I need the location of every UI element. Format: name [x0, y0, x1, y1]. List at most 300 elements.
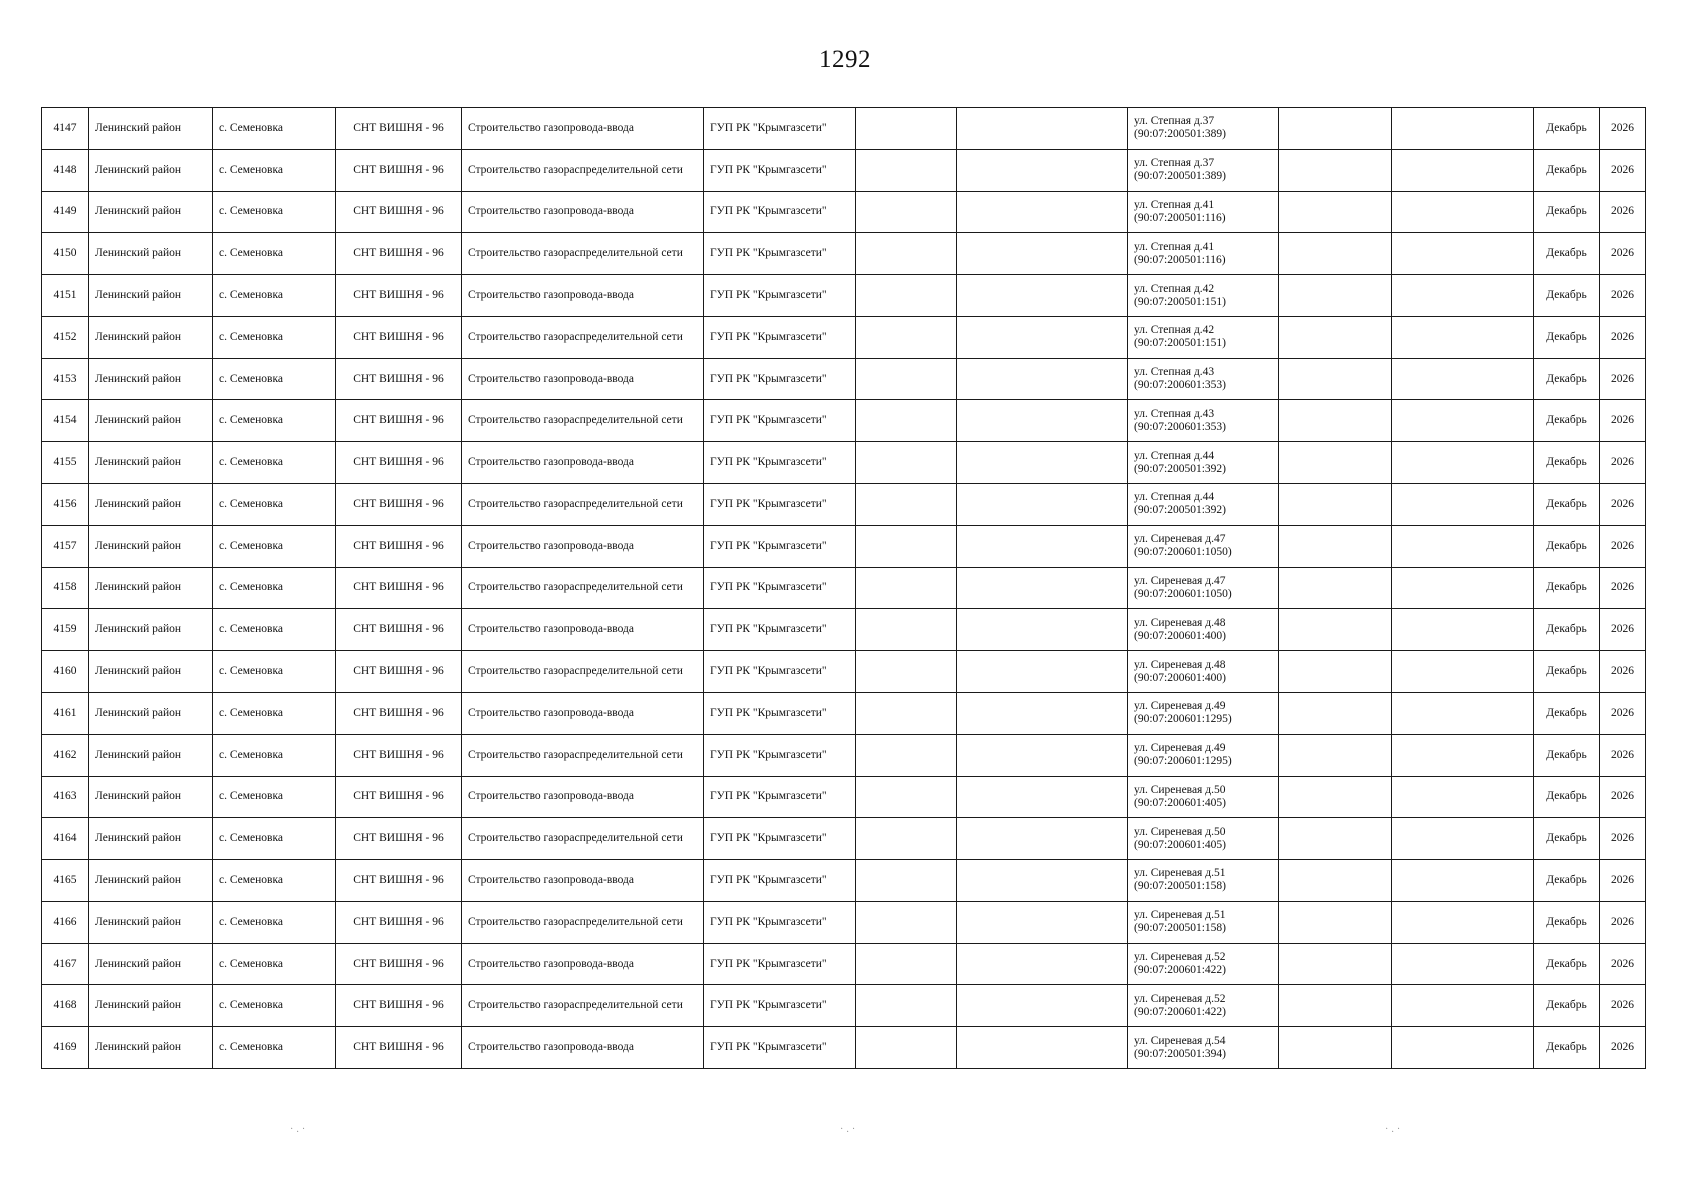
month-cell: Декабрь	[1534, 149, 1600, 191]
snt-cell: СНТ ВИШНЯ - 96	[336, 442, 462, 484]
empty-cell	[957, 776, 1128, 818]
empty-cell	[957, 901, 1128, 943]
row-number: 4160	[42, 651, 89, 693]
empty-cell	[856, 1027, 957, 1069]
empty-cell	[1392, 985, 1534, 1027]
empty-cell	[1392, 567, 1534, 609]
district-cell: Ленинский район	[89, 400, 213, 442]
district-cell: Ленинский район	[89, 734, 213, 776]
empty-cell	[1279, 316, 1392, 358]
empty-cell	[856, 943, 957, 985]
address-cell	[1128, 692, 1279, 734]
address-cell	[1128, 734, 1279, 776]
work-type-cell: Строительство газораспределительной сети	[462, 316, 704, 358]
year-cell: 2026	[1600, 609, 1646, 651]
address-line: ул. Степная д.37	[1134, 157, 1215, 170]
address-cell	[1128, 358, 1279, 400]
empty-cell	[957, 692, 1128, 734]
table-row	[42, 901, 1646, 943]
address-line: ул. Сиреневая д.51	[1134, 909, 1226, 922]
year-cell: 2026	[1600, 316, 1646, 358]
district-cell: Ленинский район	[89, 442, 213, 484]
address-cell	[1128, 484, 1279, 526]
village-cell: с. Семеновка	[213, 316, 336, 358]
row-number: 4168	[42, 985, 89, 1027]
snt-cell: СНТ ВИШНЯ - 96	[336, 525, 462, 567]
year-cell: 2026	[1600, 525, 1646, 567]
village-cell: с. Семеновка	[213, 191, 336, 233]
empty-cell	[1392, 1027, 1534, 1069]
page-number: 1292	[819, 46, 871, 73]
empty-cell	[1279, 609, 1392, 651]
district-cell: Ленинский район	[89, 525, 213, 567]
village-cell: с. Семеновка	[213, 275, 336, 317]
organization-cell: ГУП РК "Крымгазсети"	[704, 985, 856, 1027]
district-cell: Ленинский район	[89, 692, 213, 734]
village-cell: с. Семеновка	[213, 567, 336, 609]
address-cell	[1128, 776, 1279, 818]
organization-cell: ГУП РК "Крымгазсети"	[704, 818, 856, 860]
snt-cell: СНТ ВИШНЯ - 96	[336, 191, 462, 233]
work-type-cell: Строительство газопровода-ввода	[462, 442, 704, 484]
month-cell: Декабрь	[1534, 860, 1600, 902]
work-type-cell: Строительство газопровода-ввода	[462, 860, 704, 902]
snt-cell: СНТ ВИШНЯ - 96	[336, 901, 462, 943]
snt-cell: СНТ ВИШНЯ - 96	[336, 108, 462, 150]
table-row	[42, 692, 1646, 734]
empty-cell	[856, 609, 957, 651]
address-cell	[1128, 525, 1279, 567]
address-line: ул. Сиреневая д.52	[1134, 992, 1226, 1005]
row-number: 4156	[42, 484, 89, 526]
address-cell	[1128, 1027, 1279, 1069]
year-cell: 2026	[1600, 901, 1646, 943]
empty-cell	[957, 1027, 1128, 1069]
district-cell: Ленинский район	[89, 233, 213, 275]
row-number: 4166	[42, 901, 89, 943]
empty-cell	[957, 818, 1128, 860]
empty-cell	[1392, 692, 1534, 734]
village-cell: с. Семеновка	[213, 609, 336, 651]
month-cell: Декабрь	[1534, 609, 1600, 651]
year-cell: 2026	[1600, 860, 1646, 902]
work-type-cell: Строительство газораспределительной сети	[462, 901, 704, 943]
empty-cell	[1279, 651, 1392, 693]
table-row	[42, 191, 1646, 233]
cadastral-number: (90:07:200601:1050)	[1134, 587, 1232, 600]
address-cell	[1128, 901, 1279, 943]
cadastral-number: (90:07:200601:1295)	[1134, 713, 1232, 726]
cadastral-number: (90:07:200601:1050)	[1134, 546, 1232, 559]
village-cell: с. Семеновка	[213, 233, 336, 275]
work-type-cell: Строительство газопровода-ввода	[462, 358, 704, 400]
row-number: 4149	[42, 191, 89, 233]
organization-cell: ГУП РК "Крымгазсети"	[704, 1027, 856, 1069]
empty-cell	[1392, 191, 1534, 233]
snt-cell: СНТ ВИШНЯ - 96	[336, 776, 462, 818]
cadastral-number: (90:07:200501:151)	[1134, 295, 1226, 308]
work-type-cell: Строительство газораспределительной сети	[462, 149, 704, 191]
organization-cell: ГУП РК "Крымгазсети"	[704, 776, 856, 818]
empty-cell	[1279, 692, 1392, 734]
address-cell	[1128, 818, 1279, 860]
empty-cell	[856, 108, 957, 150]
empty-cell	[856, 525, 957, 567]
district-cell: Ленинский район	[89, 901, 213, 943]
address-line: ул. Сиреневая д.54	[1134, 1034, 1226, 1047]
empty-cell	[957, 985, 1128, 1027]
village-cell: с. Семеновка	[213, 358, 336, 400]
month-cell: Декабрь	[1534, 442, 1600, 484]
cadastral-number: (90:07:200601:422)	[1134, 964, 1226, 977]
work-type-cell: Строительство газораспределительной сети	[462, 233, 704, 275]
cadastral-number: (90:07:200601:400)	[1134, 629, 1226, 642]
table-row	[42, 275, 1646, 317]
organization-cell: ГУП РК "Крымгазсети"	[704, 149, 856, 191]
year-cell: 2026	[1600, 149, 1646, 191]
year-cell: 2026	[1600, 776, 1646, 818]
cadastral-number: (90:07:200501:116)	[1134, 211, 1226, 224]
empty-cell	[1279, 400, 1392, 442]
year-cell: 2026	[1600, 1027, 1646, 1069]
empty-cell	[1279, 484, 1392, 526]
empty-cell	[1392, 943, 1534, 985]
address-cell	[1128, 400, 1279, 442]
address-line: ул. Степная д.42	[1134, 324, 1215, 337]
organization-cell: ГУП РК "Крымгазсети"	[704, 734, 856, 776]
year-cell: 2026	[1600, 985, 1646, 1027]
row-number: 4165	[42, 860, 89, 902]
cadastral-number: (90:07:200501:392)	[1134, 504, 1226, 517]
village-cell: с. Семеновка	[213, 860, 336, 902]
district-cell: Ленинский район	[89, 191, 213, 233]
month-cell: Декабрь	[1534, 776, 1600, 818]
empty-cell	[957, 149, 1128, 191]
year-cell: 2026	[1600, 943, 1646, 985]
empty-cell	[856, 985, 957, 1027]
village-cell: с. Семеновка	[213, 901, 336, 943]
village-cell: с. Семеновка	[213, 985, 336, 1027]
year-cell: 2026	[1600, 400, 1646, 442]
work-type-cell: Строительство газопровода-ввода	[462, 525, 704, 567]
empty-cell	[957, 442, 1128, 484]
cadastral-number: (90:07:200601:422)	[1134, 1005, 1226, 1018]
district-cell: Ленинский район	[89, 108, 213, 150]
address-line: ул. Степная д.44	[1134, 449, 1215, 462]
empty-cell	[957, 860, 1128, 902]
organization-cell: ГУП РК "Крымгазсети"	[704, 901, 856, 943]
table-row	[42, 316, 1646, 358]
district-cell: Ленинский район	[89, 149, 213, 191]
village-cell: с. Семеновка	[213, 484, 336, 526]
work-type-cell: Строительство газопровода-ввода	[462, 108, 704, 150]
empty-cell	[856, 233, 957, 275]
snt-cell: СНТ ВИШНЯ - 96	[336, 233, 462, 275]
address-line: ул. Сиреневая д.49	[1134, 700, 1226, 713]
empty-cell	[1392, 400, 1534, 442]
address-line: ул. Сиреневая д.48	[1134, 658, 1226, 671]
year-cell: 2026	[1600, 108, 1646, 150]
empty-cell	[1392, 233, 1534, 275]
scan-speck: ·.·	[1385, 1124, 1404, 1135]
work-type-cell: Строительство газораспределительной сети	[462, 567, 704, 609]
year-cell: 2026	[1600, 275, 1646, 317]
address-cell	[1128, 149, 1279, 191]
cadastral-number: (90:07:200501:389)	[1134, 170, 1226, 183]
empty-cell	[856, 484, 957, 526]
district-cell: Ленинский район	[89, 316, 213, 358]
empty-cell	[1279, 567, 1392, 609]
cadastral-number: (90:07:200501:389)	[1134, 128, 1226, 141]
address-line: ул. Сиреневая д.47	[1134, 533, 1226, 546]
organization-cell: ГУП РК "Крымгазсети"	[704, 316, 856, 358]
month-cell: Декабрь	[1534, 692, 1600, 734]
empty-cell	[957, 734, 1128, 776]
month-cell: Декабрь	[1534, 734, 1600, 776]
year-cell: 2026	[1600, 734, 1646, 776]
row-number: 4151	[42, 275, 89, 317]
row-number: 4155	[42, 442, 89, 484]
empty-cell	[957, 943, 1128, 985]
empty-cell	[1279, 943, 1392, 985]
empty-cell	[1392, 275, 1534, 317]
empty-cell	[856, 692, 957, 734]
empty-cell	[1392, 358, 1534, 400]
snt-cell: СНТ ВИШНЯ - 96	[336, 149, 462, 191]
address-line: ул. Сиреневая д.48	[1134, 616, 1226, 629]
empty-cell	[856, 149, 957, 191]
year-cell: 2026	[1600, 567, 1646, 609]
organization-cell: ГУП РК "Крымгазсети"	[704, 233, 856, 275]
cadastral-number: (90:07:200601:400)	[1134, 671, 1226, 684]
row-number: 4161	[42, 692, 89, 734]
table-row	[42, 734, 1646, 776]
empty-cell	[856, 776, 957, 818]
snt-cell: СНТ ВИШНЯ - 96	[336, 484, 462, 526]
snt-cell: СНТ ВИШНЯ - 96	[336, 692, 462, 734]
district-cell: Ленинский район	[89, 484, 213, 526]
year-cell: 2026	[1600, 233, 1646, 275]
empty-cell	[856, 316, 957, 358]
empty-cell	[957, 567, 1128, 609]
village-cell: с. Семеновка	[213, 442, 336, 484]
address-cell	[1128, 609, 1279, 651]
empty-cell	[957, 108, 1128, 150]
work-type-cell: Строительство газопровода-ввода	[462, 692, 704, 734]
registry-table	[41, 107, 1646, 1069]
month-cell: Декабрь	[1534, 818, 1600, 860]
address-line: ул. Степная д.43	[1134, 407, 1215, 420]
empty-cell	[1392, 901, 1534, 943]
organization-cell: ГУП РК "Крымгазсети"	[704, 275, 856, 317]
registry-body	[42, 108, 1646, 1069]
empty-cell	[957, 233, 1128, 275]
district-cell: Ленинский район	[89, 1027, 213, 1069]
row-number: 4167	[42, 943, 89, 985]
snt-cell: СНТ ВИШНЯ - 96	[336, 609, 462, 651]
village-cell: с. Семеновка	[213, 692, 336, 734]
empty-cell	[1279, 191, 1392, 233]
work-type-cell: Строительство газораспределительной сети	[462, 651, 704, 693]
snt-cell: СНТ ВИШНЯ - 96	[336, 400, 462, 442]
snt-cell: СНТ ВИШНЯ - 96	[336, 734, 462, 776]
village-cell: с. Семеновка	[213, 651, 336, 693]
address-line: ул. Сиреневая д.52	[1134, 951, 1226, 964]
table-row	[42, 776, 1646, 818]
village-cell: с. Семеновка	[213, 776, 336, 818]
empty-cell	[1279, 108, 1392, 150]
empty-cell	[1392, 525, 1534, 567]
empty-cell	[1279, 734, 1392, 776]
address-line: ул. Сиреневая д.51	[1134, 867, 1226, 880]
village-cell: с. Семеновка	[213, 525, 336, 567]
month-cell: Декабрь	[1534, 1027, 1600, 1069]
row-number: 4150	[42, 233, 89, 275]
district-cell: Ленинский район	[89, 943, 213, 985]
address-line: ул. Степная д.43	[1134, 366, 1215, 379]
empty-cell	[1279, 442, 1392, 484]
month-cell: Декабрь	[1534, 233, 1600, 275]
work-type-cell: Строительство газораспределительной сети	[462, 734, 704, 776]
snt-cell: СНТ ВИШНЯ - 96	[336, 818, 462, 860]
table-row	[42, 442, 1646, 484]
work-type-cell: Строительство газопровода-ввода	[462, 191, 704, 233]
village-cell: с. Семеновка	[213, 734, 336, 776]
village-cell: с. Семеновка	[213, 943, 336, 985]
snt-cell: СНТ ВИШНЯ - 96	[336, 316, 462, 358]
address-cell	[1128, 651, 1279, 693]
address-line: ул. Степная д.37	[1134, 115, 1215, 128]
row-number: 4152	[42, 316, 89, 358]
month-cell: Декабрь	[1534, 108, 1600, 150]
district-cell: Ленинский район	[89, 776, 213, 818]
address-cell	[1128, 860, 1279, 902]
address-cell	[1128, 316, 1279, 358]
empty-cell	[1392, 149, 1534, 191]
empty-cell	[1392, 609, 1534, 651]
empty-cell	[1392, 860, 1534, 902]
organization-cell: ГУП РК "Крымгазсети"	[704, 400, 856, 442]
month-cell: Декабрь	[1534, 525, 1600, 567]
village-cell: с. Семеновка	[213, 1027, 336, 1069]
row-number: 4148	[42, 149, 89, 191]
empty-cell	[1392, 484, 1534, 526]
work-type-cell: Строительство газораспределительной сети	[462, 400, 704, 442]
month-cell: Декабрь	[1534, 985, 1600, 1027]
address-cell	[1128, 943, 1279, 985]
village-cell: с. Семеновка	[213, 818, 336, 860]
snt-cell: СНТ ВИШНЯ - 96	[336, 358, 462, 400]
table-row	[42, 484, 1646, 526]
empty-cell	[856, 860, 957, 902]
district-cell: Ленинский район	[89, 818, 213, 860]
cadastral-number: (90:07:200601:353)	[1134, 379, 1226, 392]
address-line: ул. Сиреневая д.50	[1134, 783, 1226, 796]
empty-cell	[1279, 776, 1392, 818]
empty-cell	[856, 400, 957, 442]
month-cell: Декабрь	[1534, 567, 1600, 609]
empty-cell	[1392, 776, 1534, 818]
organization-cell: ГУП РК "Крымгазсети"	[704, 943, 856, 985]
address-line: ул. Сиреневая д.47	[1134, 574, 1226, 587]
year-cell: 2026	[1600, 358, 1646, 400]
work-type-cell: Строительство газораспределительной сети	[462, 985, 704, 1027]
empty-cell	[1279, 233, 1392, 275]
month-cell: Декабрь	[1534, 358, 1600, 400]
address-cell	[1128, 275, 1279, 317]
table-row	[42, 233, 1646, 275]
address-cell	[1128, 191, 1279, 233]
table-row	[42, 943, 1646, 985]
year-cell: 2026	[1600, 651, 1646, 693]
empty-cell	[1279, 358, 1392, 400]
row-number: 4162	[42, 734, 89, 776]
empty-cell	[856, 275, 957, 317]
district-cell: Ленинский район	[89, 651, 213, 693]
organization-cell: ГУП РК "Крымгазсети"	[704, 860, 856, 902]
work-type-cell: Строительство газораспределительной сети	[462, 818, 704, 860]
snt-cell: СНТ ВИШНЯ - 96	[336, 860, 462, 902]
row-number: 4157	[42, 525, 89, 567]
table-row	[42, 108, 1646, 150]
cadastral-number: (90:07:200501:392)	[1134, 462, 1226, 475]
district-cell: Ленинский район	[89, 275, 213, 317]
empty-cell	[957, 191, 1128, 233]
empty-cell	[1392, 442, 1534, 484]
table-row	[42, 358, 1646, 400]
table-row	[42, 567, 1646, 609]
empty-cell	[856, 734, 957, 776]
month-cell: Декабрь	[1534, 484, 1600, 526]
year-cell: 2026	[1600, 692, 1646, 734]
empty-cell	[1279, 985, 1392, 1027]
month-cell: Декабрь	[1534, 316, 1600, 358]
month-cell: Декабрь	[1534, 651, 1600, 693]
snt-cell: СНТ ВИШНЯ - 96	[336, 651, 462, 693]
empty-cell	[1392, 108, 1534, 150]
empty-cell	[1279, 525, 1392, 567]
empty-cell	[1392, 651, 1534, 693]
scan-speck: ·.·	[290, 1124, 309, 1135]
cadastral-number: (90:07:200601:405)	[1134, 796, 1226, 809]
empty-cell	[957, 651, 1128, 693]
empty-cell	[856, 567, 957, 609]
address-cell	[1128, 567, 1279, 609]
year-cell: 2026	[1600, 818, 1646, 860]
empty-cell	[856, 651, 957, 693]
work-type-cell: Строительство газопровода-ввода	[462, 609, 704, 651]
organization-cell: ГУП РК "Крымгазсети"	[704, 525, 856, 567]
cadastral-number: (90:07:200501:158)	[1134, 922, 1226, 935]
empty-cell	[957, 525, 1128, 567]
address-cell	[1128, 233, 1279, 275]
organization-cell: ГУП РК "Крымгазсети"	[704, 609, 856, 651]
row-number: 4154	[42, 400, 89, 442]
district-cell: Ленинский район	[89, 860, 213, 902]
organization-cell: ГУП РК "Крымгазсети"	[704, 692, 856, 734]
address-line: ул. Степная д.41	[1134, 240, 1215, 253]
table-row	[42, 818, 1646, 860]
snt-cell: СНТ ВИШНЯ - 96	[336, 567, 462, 609]
snt-cell: СНТ ВИШНЯ - 96	[336, 943, 462, 985]
empty-cell	[1279, 149, 1392, 191]
empty-cell	[856, 901, 957, 943]
village-cell: с. Семеновка	[213, 400, 336, 442]
work-type-cell: Строительство газопровода-ввода	[462, 275, 704, 317]
empty-cell	[1279, 1027, 1392, 1069]
empty-cell	[957, 484, 1128, 526]
work-type-cell: Строительство газопровода-ввода	[462, 943, 704, 985]
